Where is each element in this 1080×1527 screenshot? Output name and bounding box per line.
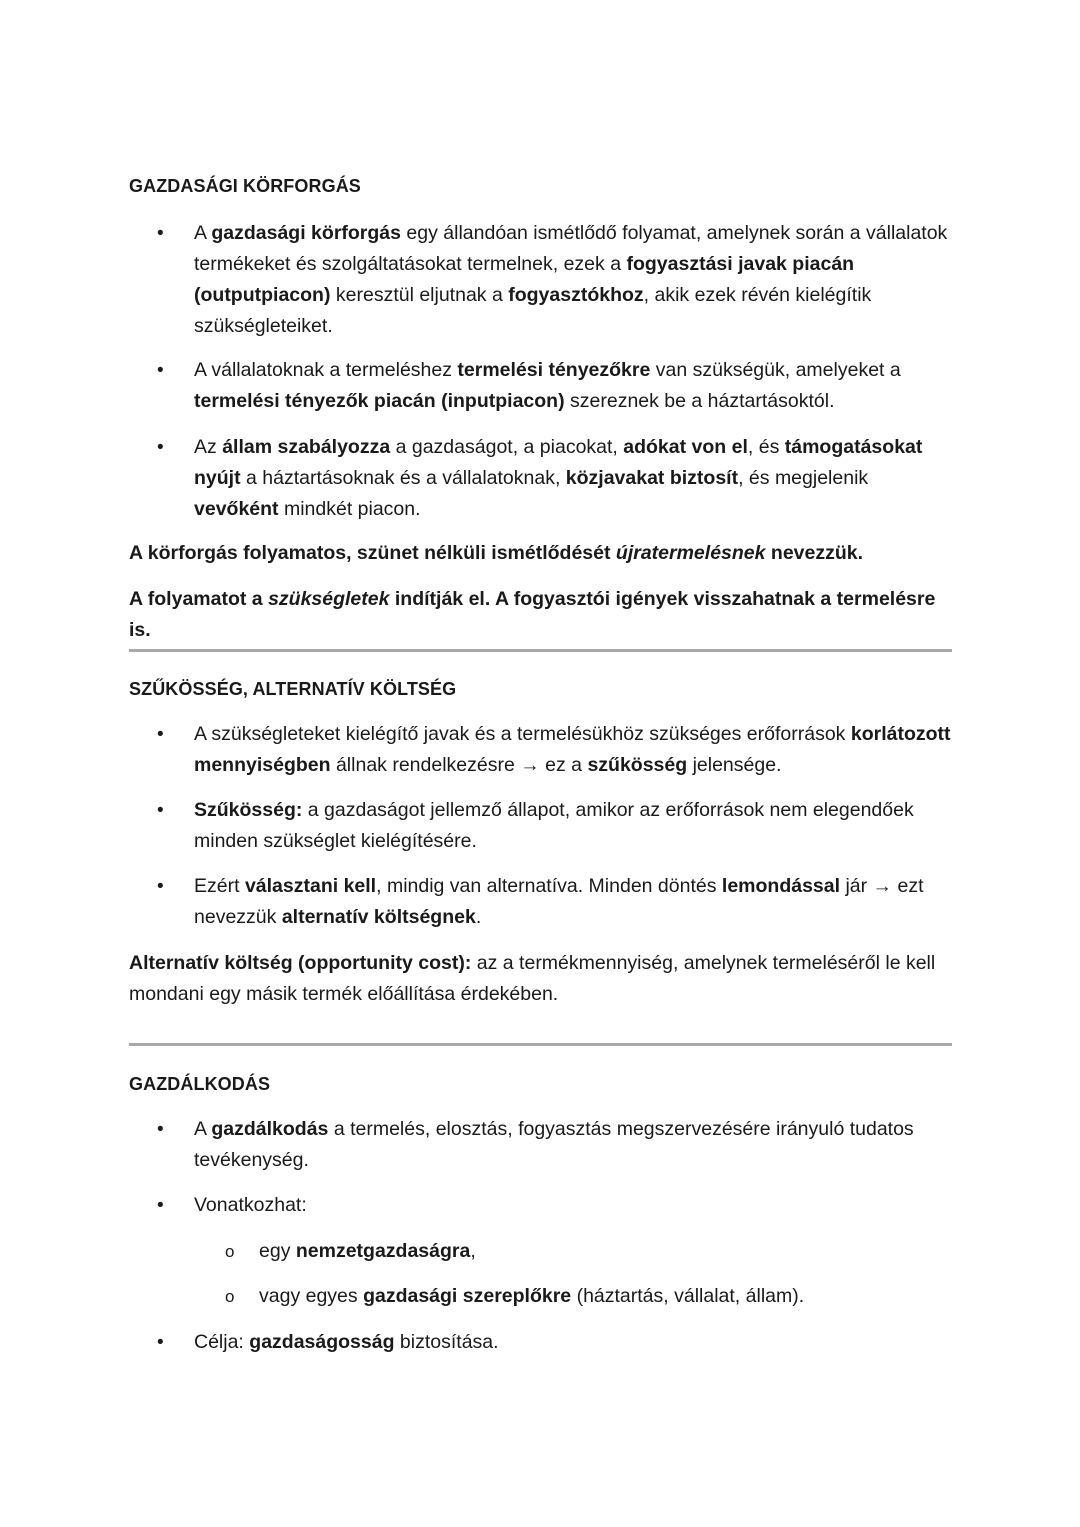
section-heading-szukosseg: SZŰKÖSSÉG, ALTERNATÍV KÖLTSÉG bbox=[129, 679, 457, 699]
list-item: • Ezért választani kell, mindig van alternatíva. Minden döntés lemondással jár → ezt nevezzük alternatív költségnek. bbox=[194, 871, 954, 933]
section-heading-gazdalkodas: GAZDÁLKODÁS bbox=[129, 1074, 271, 1094]
circle-bullet-icon: o bbox=[225, 1287, 235, 1306]
bullet-icon: • bbox=[157, 1119, 164, 1140]
bullet-icon: • bbox=[157, 800, 164, 821]
bullet-icon: • bbox=[157, 360, 164, 381]
section-divider bbox=[129, 1043, 952, 1046]
bullet-icon: • bbox=[157, 1332, 164, 1353]
list-item: • Az állam szabályozza a gazdaságot, a piacokat, adókat von el, és támogatásokat nyújt a háztartásoknak és a vállalatoknak, közjavakat biztosít, és megjelenik vevőként mindkét piacon. bbox=[194, 432, 954, 525]
bullet-icon: • bbox=[157, 223, 164, 244]
bullet-icon: • bbox=[157, 437, 164, 458]
sub-list-item: o vagy egyes gazdasági szereplőkre (háztartás, vállalat, állam). bbox=[259, 1281, 949, 1312]
list-item: • A vállalatoknak a termeléshez termelési tényezőkre van szükségük, amelyeket a termelési tényezők piacán (inputpiacon) szereznek be a háztartásoktól. bbox=[194, 355, 954, 417]
paragraph-ujratermeles: A körforgás folyamatos, szünet nélküli ismétlődését újratermelésnek nevezzük. bbox=[129, 542, 864, 564]
list-item: • Célja: gazdaságosság biztosítása. bbox=[194, 1327, 954, 1358]
list-item: • Szűkösség: a gazdaságot jellemző állapot, amikor az erőforrások nem elegendőek minden szükséglet kielégítésére. bbox=[194, 795, 954, 857]
section-divider bbox=[129, 649, 952, 652]
bullet-icon: • bbox=[157, 1195, 164, 1216]
bullet-icon: • bbox=[157, 876, 164, 897]
bullet-icon: • bbox=[157, 724, 164, 745]
list-item: • A gazdasági körforgás egy állandóan ismétlődő folyamat, amelynek során a vállalatok termékeket és szolgáltatásokat termelnek, ezek a fogyasztási javak piacán (outputpiacon) keresztül eljutnak a fogyasztókhoz, akik ezek révén kielégítik szükségleteiket. bbox=[194, 218, 954, 342]
sub-list-item: o egy nemzetgazdaságra, bbox=[259, 1236, 949, 1267]
section-heading-korforgas: GAZDASÁGI KÖRFORGÁS bbox=[129, 176, 361, 196]
paragraph-alternativ-koltseg: Alternatív költség (opportunity cost): az a termékmennyiség, amelynek termeléséről le kell mondani egy másik termék előállítása érdekében. bbox=[129, 952, 936, 1005]
circle-bullet-icon: o bbox=[225, 1242, 235, 1261]
list-item: • A gazdálkodás a termelés, elosztás, fogyasztás megszervezésére irányuló tudatos tevékenység. bbox=[194, 1114, 954, 1176]
list-item: • Vonatkozhat: bbox=[194, 1190, 954, 1221]
list-item: • A szükségleteket kielégítő javak és a termelésükhöz szükséges erőforrások korlátozott mennyiségben állnak rendelkezésre → ez a szűkösség jelensége. bbox=[194, 719, 954, 781]
paragraph-szuksegletek: A folyamatot a szükségletek indítják el. A fogyasztói igények visszahatnak a termelésre is. bbox=[129, 588, 936, 641]
